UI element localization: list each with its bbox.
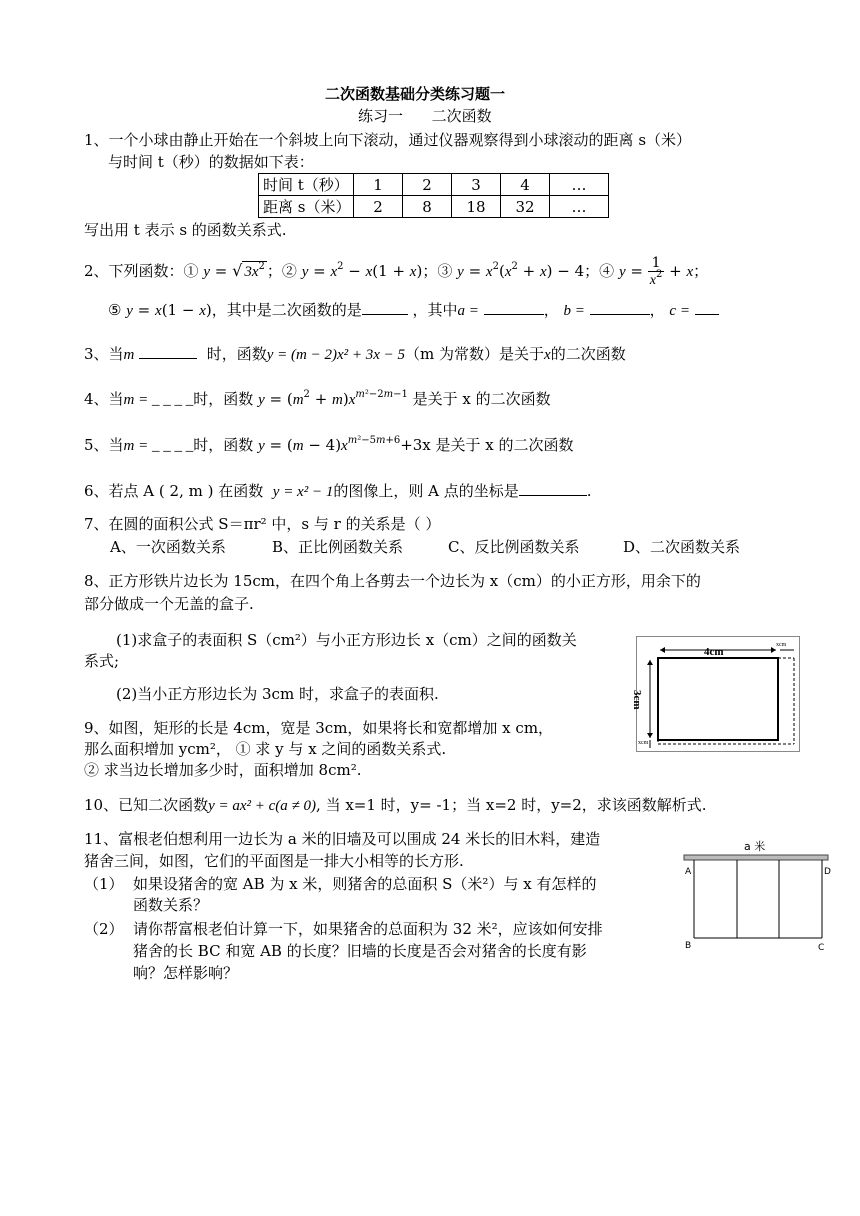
table-cell: 4 — [501, 174, 550, 196]
q1-line2: 与时间 t（秒）的数据如下表： — [108, 153, 314, 171]
var-x: x — [544, 347, 551, 363]
choice-3: ③ — [437, 262, 453, 280]
q7-option-a[interactable]: A、一次函数关系 — [110, 538, 226, 556]
q10-line — [84, 795, 707, 816]
wall-label: a 米 — [744, 840, 766, 853]
table-cell: 32 — [501, 196, 550, 218]
rect-small-label: xcm — [776, 642, 787, 648]
table-row — [259, 174, 609, 196]
q3-equation: y = (m − 2)x² + 3x − 5 — [266, 347, 406, 363]
q9-line2: 那么面积增加 ycm²， ① 求 y 与 x 之间的函数关系式. — [84, 740, 447, 758]
q2-line2: ⑤ y = x(1 − x)，其中是二次函数的是 ，其中a = ， b = ， c = — [108, 300, 719, 321]
q4-prefix: 4、当 — [84, 390, 124, 408]
answer-blank[interactable] — [695, 300, 719, 315]
choice-1: ① — [183, 262, 199, 280]
q10-equation: y = ax² + c(a ≠ 0) — [208, 798, 317, 814]
table-cell: 8 — [403, 196, 452, 218]
rectangle-figure — [631, 636, 800, 752]
page-title: 二次函数基础分类练习题一 — [325, 85, 506, 103]
q2-tail-b: ，其中 — [412, 301, 458, 319]
q1-line3: 写出用 t 表示 s 的函数关系式. — [84, 221, 287, 239]
q11-p2c: 响？怎样影响？ — [133, 964, 239, 982]
q6-line — [84, 481, 592, 502]
point-b-label: B — [685, 941, 692, 951]
q10-end: , 当 x=1 时，y= -1；当 x=2 时，y=2，求该函数解析式. — [316, 796, 707, 814]
fraction: $\frac{1}{x^2}$ — [649, 255, 663, 288]
answer-blank[interactable] — [590, 300, 650, 315]
q8-sub1a: (1)求盒子的表面积 S（cm²）与小正方形边长 x（cm）之间的函数关 — [116, 631, 577, 649]
q3-end: 的二次函数 — [550, 345, 626, 363]
table-cell: 3 — [452, 174, 501, 196]
table-cell: 1 — [354, 174, 403, 196]
q2-line1: 2、下列函数：① y = √ $3x^2$ ；② $y = x^2 - x(1 + x)$；③ $y = x^2(x^2 + x) - 4$；④ y = $\frac{1}{x^2}$ + x； — [84, 255, 709, 288]
answer-blank[interactable] — [362, 300, 408, 315]
q11-line2: 猪舍三间，如图，它们的平面图是一排大小相等的长方形. — [84, 852, 464, 870]
q1-data-table — [258, 173, 609, 218]
q9-line3: ② 求当边长增加多少时，面积增加 8cm². — [84, 761, 362, 779]
q2-tail-a: ，其中是二次函数的是 — [211, 301, 362, 319]
choice-5: ⑤ — [108, 301, 122, 319]
point-d-label: D — [824, 867, 831, 877]
q5-line: 5、当m = _ _ _ _时，函数 $y = (m - 4)x^{m^2-5m+6}+3x$ 是关于 x 的二次函数 — [84, 435, 574, 454]
table-cell: 距离 s（米） — [259, 196, 354, 218]
b-label: b = — [563, 303, 585, 319]
q11-line1: 11、富根老伯想利用一边长为 a 米的旧墙及可以围成 24 米长的旧木料，建造 — [84, 830, 601, 848]
q3-paren: （m 为常数）是关于 — [405, 345, 545, 363]
q9-line1: 9、如图，矩形的长是 4cm，宽是 3cm，如果将长和宽都增加 x cm， — [84, 719, 554, 737]
q7-option-d[interactable]: D、二次函数关系 — [623, 538, 741, 556]
point-c-label: C — [818, 943, 825, 953]
q8-sub2: (2)当小正方形边长为 3cm 时，求盒子的表面积. — [116, 685, 439, 703]
q11-p1-num: （1） — [84, 875, 124, 893]
table-cell: 2 — [354, 196, 403, 218]
q11-p1b: 函数关系？ — [133, 896, 209, 914]
page-subtitle: 练习一 二次函数 — [358, 107, 492, 125]
q4-blank-m: m = _ _ _ _ — [123, 392, 194, 408]
q7-line1: 7、在圆的面积公式 S＝πr² 中，s 与 r 的关系是（ ） — [84, 515, 441, 533]
q6-mid: 的图像上，则 A 点的坐标是 — [333, 482, 519, 500]
q8-line1: 8、正方形铁片边长为 15cm，在四个角上各剪去一个边长为 x（cm）的小正方形，用余下的 — [84, 572, 701, 590]
q6-prefix: 6、若点 A ( 2, m ) 在函数 — [84, 482, 264, 500]
q4-line: 4、当m = _ _ _ _时，函数 $y = (m^2 + m)x^{m^2-2m-1}$ 是关于 x 的二次函数 — [84, 389, 551, 408]
q1-line1: 1、一个小球由静止开始在一个斜坡上向下滚动，通过仪器观察得到小球滚动的距离 s（米） — [84, 131, 692, 149]
q8-line2: 部分做成一个无盖的盒子. — [84, 595, 254, 613]
pig-pen-figure — [682, 836, 832, 956]
q11-p2b: 猪舍的长 BC 和宽 AB 的长度？旧墙的长度是否会对猪舍的长度有影 — [133, 942, 587, 960]
q11-p2a: 请你帮富根老伯计算一下，如果猪舍的总面积为 32 米²，应该如何安排 — [133, 920, 603, 938]
answer-blank[interactable] — [139, 344, 197, 359]
q4-end: 是关于 x 的二次函数 — [412, 390, 551, 408]
q7-option-b[interactable]: B、正比例函数关系 — [272, 538, 404, 556]
table-cell: 2 — [403, 174, 452, 196]
q3-line — [84, 344, 626, 365]
table-cell: … — [550, 196, 609, 218]
table-cell: 18 — [452, 196, 501, 218]
q6-end: . — [586, 482, 592, 500]
q5-end: +3x 是关于 x 的二次函数 — [400, 436, 574, 454]
q3-prefix: 3、当 — [84, 345, 124, 363]
q2-prefix: 2、下列函数： — [84, 262, 184, 280]
q11-p2-num: （2） — [84, 920, 124, 938]
c-label: c = — [669, 303, 690, 319]
choice-4: ④ — [599, 262, 615, 280]
point-a-label: A — [685, 867, 692, 877]
rect-small-label: xcm — [638, 740, 649, 746]
q8-sub1b: 系式; — [84, 652, 120, 670]
rect-side-label: 3cm — [631, 690, 643, 710]
q5-mid: 时，函数 — [193, 436, 254, 454]
var-m: m — [123, 347, 135, 363]
q5-prefix: 5、当 — [84, 436, 124, 454]
q3-mid: 时，函数 — [206, 345, 267, 363]
q7-option-c[interactable]: C、反比例函数关系 — [448, 538, 580, 556]
q10-prefix: 10、已知二次函数 — [84, 796, 209, 814]
table-row — [259, 196, 609, 218]
q6-equation: y = x² − 1 — [272, 484, 334, 500]
a-label: a = — [457, 303, 479, 319]
table-cell: 时间 t（秒） — [259, 174, 354, 196]
rect-top-label: 4cm — [704, 646, 724, 658]
table-cell: … — [550, 174, 609, 196]
answer-blank[interactable] — [484, 300, 544, 315]
choice-2: ② — [281, 262, 297, 280]
q11-p1a: 如果设猪舍的宽 AB 为 x 米，则猪舍的总面积 S（米²）与 x 有怎样的 — [133, 875, 597, 893]
q4-mid: 时，函数 — [193, 390, 254, 408]
q5-blank-m: m = _ _ _ _ — [123, 438, 194, 454]
answer-blank[interactable] — [519, 481, 587, 496]
